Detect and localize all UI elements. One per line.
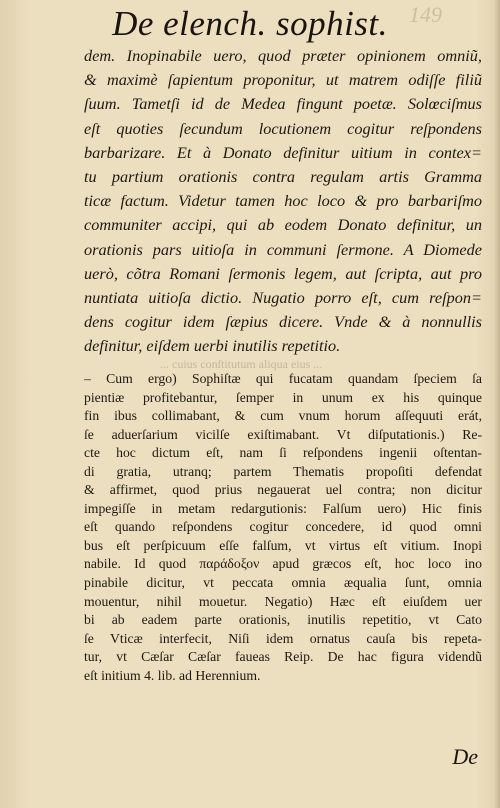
commentary-line: bus eſt perſpicuum eſſe falſum, vt virtus eſt vitium. Inopi	[84, 537, 482, 553]
text-line: orationis pars uitioſa in communi ſermone. A Diomede	[84, 239, 482, 259]
text-line: nuntiata uitioſa dictio. Nugatio porro eſt, cum reſpon=	[84, 288, 482, 308]
page-number: 149	[409, 2, 442, 27]
commentary-line: impegiſſe in metam redargutionis: Falſum uero) Hic finis	[84, 500, 482, 516]
commentary-line: di gratia, utranq; partem Thematis propoſiti defendat	[84, 463, 482, 479]
text-line: dens cogitur idem ſæpius dicere. Vnde & à nonnullis	[84, 312, 482, 332]
text-line: barbarizare. Et à Donato definitur uitium in contex=	[84, 142, 482, 162]
commentary-line: fin ibus collimabant, & cum vnum horum aſſequuti erát,	[84, 408, 482, 424]
text-line: & maximè ſapientum proponitur, ut matrem odiſſe filiũ	[84, 70, 482, 90]
commentary-line: tur, vt Cæſar Cæſar faueas Reip. De hac figura videndũ	[84, 649, 482, 665]
commentary-line: pientiæ profitebantur, ſemper in unum ex his quinque	[84, 389, 482, 405]
commentary-paragraph	[84, 370, 482, 685]
commentary-line: bi ab eadem parte orationis, inutilis repetitio, vt Cato	[84, 612, 482, 628]
text-line: uerò, cõtra Romani ſermonis legem, aut ſcripta, aut pro	[84, 263, 482, 283]
page-edge-shadow	[494, 0, 500, 808]
bleed-through-text: ... cuius conſtitutum aliqua eius ...	[160, 357, 323, 371]
commentary-line: eſt initium 4. lib. ad Herennium.	[84, 667, 261, 683]
text-line: tu partium orationis contra regulam artis Gramma	[84, 167, 482, 187]
catchword: De	[452, 744, 478, 769]
text-line: dem. Inopinabile uero, quod præter opinionem omniũ,	[84, 46, 482, 65]
commentary-line: & affirmet, quod prius negauerat uel contra; non dicitur	[84, 482, 482, 498]
commentary-line: cte hoc dictum eſt, nam ſi reſpondens ingenii oſtentan-	[84, 445, 482, 461]
commentary-line: pinabile dicitur, vt peccata omnia æqualia ſunt, omnia	[84, 575, 482, 591]
text-line: ticæ factum. Videtur tamen hoc loco & pro barbariſmo	[84, 191, 482, 211]
text-line: eſt quoties ſecundum locutionem cogitur reſpondens	[84, 118, 482, 138]
commentary-line: ſe aduerſarium vicilſe exiſtimabant. Vt diſputationis.) Re-	[84, 426, 482, 442]
main-text-paragraph	[84, 44, 482, 359]
text-line: communiter accipi, qui ab eodem Donato definitur, un	[84, 215, 482, 235]
commentary-line: nabile. Id quod παράδοξον apud græcos eſt, hoc loco ino	[84, 556, 482, 572]
text-line: ſuum. Tametſi id de Medea fingunt poetæ. Solœciſmus	[84, 94, 482, 114]
commentary-line: eſt quando reſpondens cogitur concedere, id quod omni	[84, 519, 482, 535]
commentary-line: – Cum ergo) Sophiſtæ qui fucatam quandam ſpeciem ſa	[84, 371, 482, 386]
text-line: definitur, eiſdem uerbi inutilis repetitio.	[84, 336, 341, 356]
running-head: De elench. sophist.	[112, 4, 388, 43]
commentary-line: mouentur, nihil mouetur. Negatio) Hæc eſt eiuſdem uer	[84, 593, 482, 609]
commentary-line: ſe Vticæ interfecit, Niſi idem ornatus cauſa bis repeta-	[84, 630, 482, 646]
